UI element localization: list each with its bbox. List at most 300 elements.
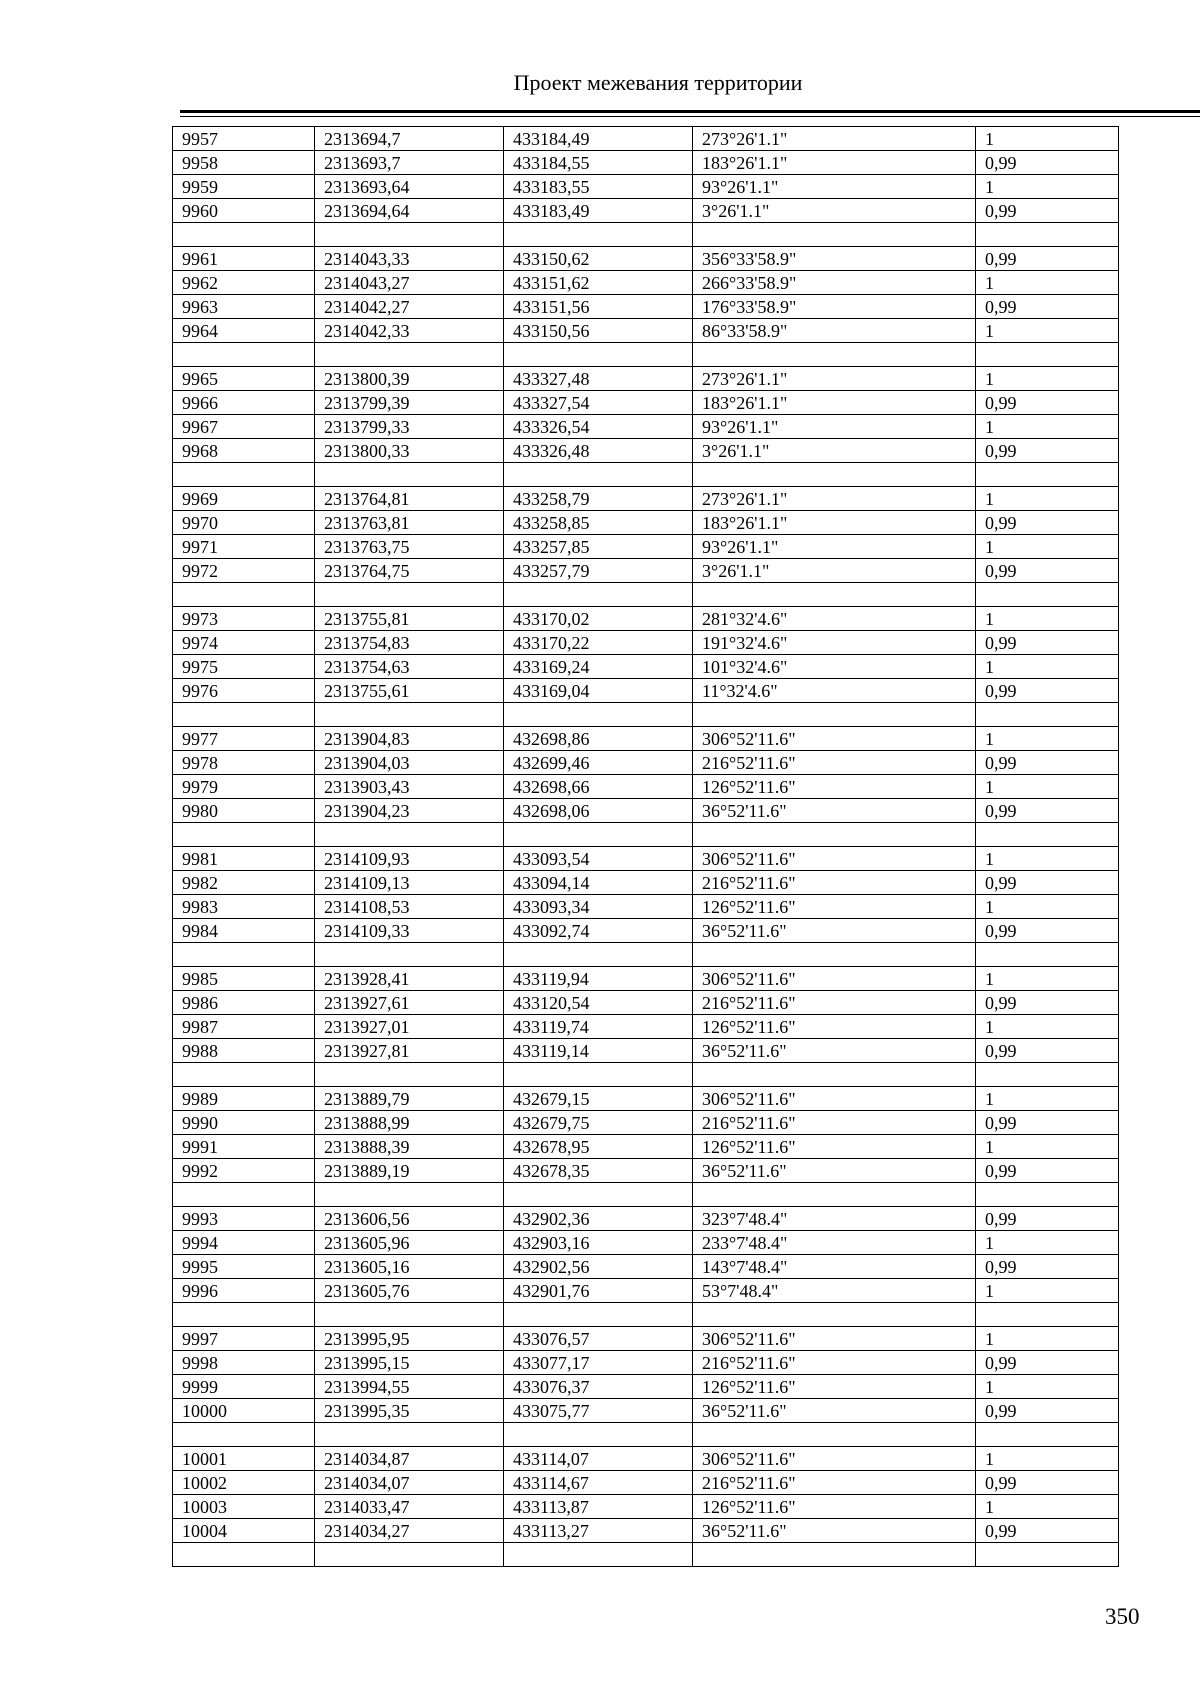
direction-angle-cell: 306°52'11.6" [693, 847, 976, 871]
point-number-cell: 9983 [173, 895, 315, 919]
x-coordinate-cell: 2314109,93 [315, 847, 504, 871]
direction-angle-cell: 143°7'48.4" [693, 1255, 976, 1279]
direction-angle-cell: 323°7'48.4" [693, 1207, 976, 1231]
direction-angle-cell: 306°52'11.6" [693, 1447, 976, 1471]
y-coordinate-cell: 433150,62 [504, 247, 693, 271]
distance-cell: 1 [976, 1495, 1119, 1519]
y-coordinate-cell: 433092,74 [504, 919, 693, 943]
distance-cell: 0,99 [976, 1351, 1119, 1375]
point-number-cell: 9986 [173, 991, 315, 1015]
distance-cell: 1 [976, 967, 1119, 991]
y-coordinate-cell: 432901,76 [504, 1279, 693, 1303]
y-coordinate-cell: 433076,57 [504, 1327, 693, 1351]
table-row [173, 1135, 1119, 1159]
direction-angle-cell: 183°26'1.1" [693, 511, 976, 535]
direction-angle-cell: 233°7'48.4" [693, 1231, 976, 1255]
point-number-cell: 9982 [173, 871, 315, 895]
point-number-cell: 9967 [173, 415, 315, 439]
direction-angle-cell [693, 583, 976, 607]
distance-cell: 1 [976, 1135, 1119, 1159]
page-header-title: Проект межевания территории [513, 70, 803, 95]
point-number-cell [173, 703, 315, 727]
separator-row [173, 343, 1119, 367]
direction-angle-cell: 36°52'11.6" [693, 919, 976, 943]
x-coordinate-cell: 2314042,27 [315, 295, 504, 319]
point-number-cell: 9978 [173, 751, 315, 775]
table-row [173, 1207, 1119, 1231]
y-coordinate-cell [504, 1183, 693, 1207]
y-coordinate-cell: 433077,17 [504, 1351, 693, 1375]
table-row [173, 895, 1119, 919]
y-coordinate-cell: 433258,85 [504, 511, 693, 535]
y-coordinate-cell: 433114,67 [504, 1471, 693, 1495]
table-row [173, 295, 1119, 319]
y-coordinate-cell [504, 223, 693, 247]
table-row [173, 1471, 1119, 1495]
y-coordinate-cell: 432902,56 [504, 1255, 693, 1279]
direction-angle-cell: 126°52'11.6" [693, 1375, 976, 1399]
x-coordinate-cell: 2313889,19 [315, 1159, 504, 1183]
y-coordinate-cell: 432902,36 [504, 1207, 693, 1231]
x-coordinate-cell: 2313903,43 [315, 775, 504, 799]
point-number-cell: 9973 [173, 607, 315, 631]
y-coordinate-cell: 433169,04 [504, 679, 693, 703]
direction-angle-cell: 216°52'11.6" [693, 1111, 976, 1135]
x-coordinate-cell: 2314034,07 [315, 1471, 504, 1495]
distance-cell: 1 [976, 1375, 1119, 1399]
y-coordinate-cell: 432678,95 [504, 1135, 693, 1159]
y-coordinate-cell: 433326,54 [504, 415, 693, 439]
table-row [173, 919, 1119, 943]
y-coordinate-cell: 433120,54 [504, 991, 693, 1015]
direction-angle-cell: 86°33'58.9" [693, 319, 976, 343]
x-coordinate-cell: 2313904,83 [315, 727, 504, 751]
y-coordinate-cell: 432679,15 [504, 1087, 693, 1111]
point-number-cell: 9959 [173, 175, 315, 199]
direction-angle-cell: 126°52'11.6" [693, 895, 976, 919]
separator-row [173, 1303, 1119, 1327]
distance-cell: 1 [976, 895, 1119, 919]
x-coordinate-cell: 2313694,64 [315, 199, 504, 223]
direction-angle-cell: 93°26'1.1" [693, 415, 976, 439]
x-coordinate-cell: 2314109,33 [315, 919, 504, 943]
table-row [173, 727, 1119, 751]
direction-angle-cell: 3°26'1.1" [693, 439, 976, 463]
distance-cell: 0,99 [976, 559, 1119, 583]
point-number-cell [173, 1423, 315, 1447]
y-coordinate-cell [504, 823, 693, 847]
x-coordinate-cell: 2314034,27 [315, 1519, 504, 1543]
table-row [173, 271, 1119, 295]
x-coordinate-cell: 2313995,15 [315, 1351, 504, 1375]
direction-angle-cell: 36°52'11.6" [693, 1399, 976, 1423]
x-coordinate-cell [315, 1423, 504, 1447]
table-row [173, 175, 1119, 199]
y-coordinate-cell: 433093,54 [504, 847, 693, 871]
y-coordinate-cell: 433326,48 [504, 439, 693, 463]
distance-cell: 1 [976, 1231, 1119, 1255]
distance-cell: 1 [976, 1015, 1119, 1039]
point-number-cell: 9964 [173, 319, 315, 343]
table-row [173, 607, 1119, 631]
point-number-cell: 9961 [173, 247, 315, 271]
header-rule-thin [180, 116, 1200, 117]
direction-angle-cell: 126°52'11.6" [693, 1015, 976, 1039]
separator-row [173, 1063, 1119, 1087]
distance-cell [976, 1543, 1119, 1567]
x-coordinate-cell: 2313889,79 [315, 1087, 504, 1111]
distance-cell: 0,99 [976, 1471, 1119, 1495]
table-row [173, 391, 1119, 415]
direction-angle-cell [693, 1423, 976, 1447]
point-number-cell: 9974 [173, 631, 315, 655]
table-row [173, 799, 1119, 823]
y-coordinate-cell [504, 1063, 693, 1087]
point-number-cell: 9965 [173, 367, 315, 391]
y-coordinate-cell: 433258,79 [504, 487, 693, 511]
distance-cell: 0,99 [976, 1207, 1119, 1231]
x-coordinate-cell: 2313764,75 [315, 559, 504, 583]
distance-cell: 1 [976, 271, 1119, 295]
distance-cell: 1 [976, 655, 1119, 679]
distance-cell [976, 823, 1119, 847]
distance-cell: 1 [976, 487, 1119, 511]
y-coordinate-cell: 433327,54 [504, 391, 693, 415]
separator-row [173, 223, 1119, 247]
point-number-cell: 10000 [173, 1399, 315, 1423]
header-rule-thick [180, 110, 1200, 113]
separator-row [173, 463, 1119, 487]
distance-cell: 1 [976, 1279, 1119, 1303]
direction-angle-cell: 36°52'11.6" [693, 1039, 976, 1063]
y-coordinate-cell: 432903,16 [504, 1231, 693, 1255]
point-number-cell [173, 583, 315, 607]
direction-angle-cell [693, 1183, 976, 1207]
table-row [173, 199, 1119, 223]
x-coordinate-cell: 2313755,61 [315, 679, 504, 703]
distance-cell: 0,99 [976, 295, 1119, 319]
point-number-cell: 9963 [173, 295, 315, 319]
x-coordinate-cell: 2314042,33 [315, 319, 504, 343]
x-coordinate-cell: 2313904,03 [315, 751, 504, 775]
direction-angle-cell [693, 1303, 976, 1327]
distance-cell: 1 [976, 1327, 1119, 1351]
direction-angle-cell: 216°52'11.6" [693, 1471, 976, 1495]
x-coordinate-cell: 2314034,87 [315, 1447, 504, 1471]
direction-angle-cell: 266°33'58.9" [693, 271, 976, 295]
point-number-cell: 9985 [173, 967, 315, 991]
distance-cell: 0,99 [976, 631, 1119, 655]
x-coordinate-cell [315, 463, 504, 487]
direction-angle-cell: 356°33'58.9" [693, 247, 976, 271]
table-row [173, 535, 1119, 559]
distance-cell: 0,99 [976, 439, 1119, 463]
direction-angle-cell [693, 943, 976, 967]
distance-cell: 0,99 [976, 871, 1119, 895]
x-coordinate-cell [315, 343, 504, 367]
point-number-cell [173, 223, 315, 247]
point-number-cell: 9976 [173, 679, 315, 703]
point-number-cell: 9996 [173, 1279, 315, 1303]
direction-angle-cell: 126°52'11.6" [693, 775, 976, 799]
x-coordinate-cell: 2313995,35 [315, 1399, 504, 1423]
direction-angle-cell: 93°26'1.1" [693, 175, 976, 199]
x-coordinate-cell: 2313763,75 [315, 535, 504, 559]
y-coordinate-cell: 433169,24 [504, 655, 693, 679]
direction-angle-cell: 53°7'48.4" [693, 1279, 976, 1303]
y-coordinate-cell [504, 1543, 693, 1567]
x-coordinate-cell: 2313927,61 [315, 991, 504, 1015]
table-row [173, 127, 1119, 151]
distance-cell: 0,99 [976, 391, 1119, 415]
direction-angle-cell: 183°26'1.1" [693, 391, 976, 415]
direction-angle-cell [693, 1543, 976, 1567]
distance-cell [976, 703, 1119, 727]
y-coordinate-cell: 433075,77 [504, 1399, 693, 1423]
y-coordinate-cell: 433257,85 [504, 535, 693, 559]
separator-row [173, 823, 1119, 847]
separator-row [173, 943, 1119, 967]
table-row [173, 655, 1119, 679]
point-number-cell: 9990 [173, 1111, 315, 1135]
x-coordinate-cell: 2313799,33 [315, 415, 504, 439]
table-row [173, 1495, 1119, 1519]
point-number-cell: 9972 [173, 559, 315, 583]
distance-cell: 1 [976, 127, 1119, 151]
point-number-cell: 9997 [173, 1327, 315, 1351]
y-coordinate-cell: 433170,02 [504, 607, 693, 631]
direction-angle-cell: 3°26'1.1" [693, 199, 976, 223]
y-coordinate-cell: 433170,22 [504, 631, 693, 655]
y-coordinate-cell [504, 943, 693, 967]
point-number-cell: 10004 [173, 1519, 315, 1543]
x-coordinate-cell: 2313927,81 [315, 1039, 504, 1063]
y-coordinate-cell [504, 583, 693, 607]
y-coordinate-cell [504, 343, 693, 367]
distance-cell [976, 463, 1119, 487]
y-coordinate-cell [504, 703, 693, 727]
distance-cell: 1 [976, 1447, 1119, 1471]
table-row [173, 1087, 1119, 1111]
y-coordinate-cell: 433076,37 [504, 1375, 693, 1399]
distance-cell: 0,99 [976, 751, 1119, 775]
point-number-cell: 9995 [173, 1255, 315, 1279]
direction-angle-cell: 11°32'4.6" [693, 679, 976, 703]
x-coordinate-cell: 2313764,81 [315, 487, 504, 511]
table-row [173, 1519, 1119, 1543]
direction-angle-cell: 306°52'11.6" [693, 967, 976, 991]
separator-row [173, 583, 1119, 607]
table-row [173, 751, 1119, 775]
distance-cell [976, 943, 1119, 967]
point-number-cell: 9968 [173, 439, 315, 463]
y-coordinate-cell: 433113,27 [504, 1519, 693, 1543]
table-row [173, 1375, 1119, 1399]
y-coordinate-cell [504, 1423, 693, 1447]
direction-angle-cell: 273°26'1.1" [693, 367, 976, 391]
point-number-cell: 10003 [173, 1495, 315, 1519]
point-number-cell: 9979 [173, 775, 315, 799]
direction-angle-cell [693, 463, 976, 487]
x-coordinate-cell: 2314109,13 [315, 871, 504, 895]
table-row [173, 1255, 1119, 1279]
distance-cell: 0,99 [976, 1111, 1119, 1135]
point-number-cell [173, 943, 315, 967]
y-coordinate-cell: 432698,66 [504, 775, 693, 799]
x-coordinate-cell: 2313763,81 [315, 511, 504, 535]
direction-angle-cell: 191°32'4.6" [693, 631, 976, 655]
point-number-cell: 9999 [173, 1375, 315, 1399]
direction-angle-cell: 216°52'11.6" [693, 991, 976, 1015]
point-number-cell: 9975 [173, 655, 315, 679]
x-coordinate-cell: 2313800,39 [315, 367, 504, 391]
y-coordinate-cell: 432698,86 [504, 727, 693, 751]
table-row [173, 967, 1119, 991]
separator-row [173, 1423, 1119, 1447]
y-coordinate-cell: 433257,79 [504, 559, 693, 583]
table-row [173, 487, 1119, 511]
distance-cell: 0,99 [976, 1039, 1119, 1063]
x-coordinate-cell: 2313694,7 [315, 127, 504, 151]
table-row [173, 151, 1119, 175]
point-number-cell: 9989 [173, 1087, 315, 1111]
y-coordinate-cell: 432679,75 [504, 1111, 693, 1135]
point-number-cell: 9991 [173, 1135, 315, 1159]
y-coordinate-cell [504, 1303, 693, 1327]
direction-angle-cell: 176°33'58.9" [693, 295, 976, 319]
x-coordinate-cell: 2313693,7 [315, 151, 504, 175]
y-coordinate-cell: 433183,55 [504, 175, 693, 199]
table-row [173, 415, 1119, 439]
point-number-cell: 9994 [173, 1231, 315, 1255]
table-row [173, 439, 1119, 463]
direction-angle-cell [693, 343, 976, 367]
direction-angle-cell: 36°52'11.6" [693, 799, 976, 823]
distance-cell [976, 223, 1119, 247]
point-number-cell: 9977 [173, 727, 315, 751]
table-row [173, 1159, 1119, 1183]
table-row [173, 1279, 1119, 1303]
direction-angle-cell: 216°52'11.6" [693, 751, 976, 775]
x-coordinate-cell [315, 1183, 504, 1207]
distance-cell: 1 [976, 847, 1119, 871]
direction-angle-cell: 183°26'1.1" [693, 151, 976, 175]
distance-cell: 1 [976, 607, 1119, 631]
x-coordinate-cell: 2313754,83 [315, 631, 504, 655]
x-coordinate-cell: 2314043,27 [315, 271, 504, 295]
direction-angle-cell: 93°26'1.1" [693, 535, 976, 559]
direction-angle-cell: 3°26'1.1" [693, 559, 976, 583]
x-coordinate-cell [315, 823, 504, 847]
distance-cell: 0,99 [976, 1255, 1119, 1279]
table-row [173, 871, 1119, 895]
point-number-cell: 9958 [173, 151, 315, 175]
x-coordinate-cell: 2314033,47 [315, 1495, 504, 1519]
direction-angle-cell: 216°52'11.6" [693, 1351, 976, 1375]
page-number: 350 [1105, 1604, 1140, 1629]
distance-cell: 0,99 [976, 199, 1119, 223]
point-number-cell: 9970 [173, 511, 315, 535]
x-coordinate-cell [315, 1543, 504, 1567]
y-coordinate-cell: 433150,56 [504, 319, 693, 343]
point-number-cell: 9987 [173, 1015, 315, 1039]
distance-cell: 0,99 [976, 1159, 1119, 1183]
x-coordinate-cell: 2313994,55 [315, 1375, 504, 1399]
x-coordinate-cell: 2313605,96 [315, 1231, 504, 1255]
y-coordinate-cell: 433114,07 [504, 1447, 693, 1471]
distance-cell: 0,99 [976, 247, 1119, 271]
direction-angle-cell: 101°32'4.6" [693, 655, 976, 679]
table-row [173, 1039, 1119, 1063]
x-coordinate-cell: 2313904,23 [315, 799, 504, 823]
direction-angle-cell [693, 223, 976, 247]
distance-cell [976, 1063, 1119, 1087]
x-coordinate-cell: 2313754,63 [315, 655, 504, 679]
table-row [173, 247, 1119, 271]
distance-cell: 1 [976, 775, 1119, 799]
point-number-cell [173, 1183, 315, 1207]
distance-cell: 0,99 [976, 991, 1119, 1015]
x-coordinate-cell: 2313888,39 [315, 1135, 504, 1159]
table-row [173, 1231, 1119, 1255]
separator-row [173, 1183, 1119, 1207]
direction-angle-cell [693, 1063, 976, 1087]
y-coordinate-cell: 433183,49 [504, 199, 693, 223]
x-coordinate-cell: 2314043,33 [315, 247, 504, 271]
distance-cell: 1 [976, 415, 1119, 439]
x-coordinate-cell [315, 1063, 504, 1087]
x-coordinate-cell: 2313693,64 [315, 175, 504, 199]
table-row [173, 679, 1119, 703]
table-row [173, 775, 1119, 799]
direction-angle-cell: 306°52'11.6" [693, 1327, 976, 1351]
direction-angle-cell: 306°52'11.6" [693, 1087, 976, 1111]
y-coordinate-cell: 433094,14 [504, 871, 693, 895]
distance-cell: 1 [976, 1087, 1119, 1111]
table-row [173, 991, 1119, 1015]
y-coordinate-cell: 433119,94 [504, 967, 693, 991]
point-number-cell [173, 343, 315, 367]
distance-cell [976, 583, 1119, 607]
x-coordinate-cell: 2313927,01 [315, 1015, 504, 1039]
y-coordinate-cell: 433327,48 [504, 367, 693, 391]
point-number-cell: 9957 [173, 127, 315, 151]
y-coordinate-cell [504, 463, 693, 487]
table-row [173, 1327, 1119, 1351]
x-coordinate-cell: 2314108,53 [315, 895, 504, 919]
x-coordinate-cell: 2313605,16 [315, 1255, 504, 1279]
direction-angle-cell: 36°52'11.6" [693, 1519, 976, 1543]
x-coordinate-cell: 2313928,41 [315, 967, 504, 991]
y-coordinate-cell: 433093,34 [504, 895, 693, 919]
distance-cell: 1 [976, 175, 1119, 199]
coordinates-table [172, 126, 1119, 1567]
point-number-cell: 9992 [173, 1159, 315, 1183]
direction-angle-cell: 126°52'11.6" [693, 1135, 976, 1159]
x-coordinate-cell: 2313606,56 [315, 1207, 504, 1231]
point-number-cell: 9988 [173, 1039, 315, 1063]
y-coordinate-cell: 433113,87 [504, 1495, 693, 1519]
y-coordinate-cell: 433119,14 [504, 1039, 693, 1063]
direction-angle-cell: 126°52'11.6" [693, 1495, 976, 1519]
y-coordinate-cell: 433119,74 [504, 1015, 693, 1039]
point-number-cell: 9962 [173, 271, 315, 295]
table-row [173, 559, 1119, 583]
distance-cell: 0,99 [976, 919, 1119, 943]
direction-angle-cell: 36°52'11.6" [693, 1159, 976, 1183]
distance-cell: 1 [976, 727, 1119, 751]
x-coordinate-cell [315, 583, 504, 607]
